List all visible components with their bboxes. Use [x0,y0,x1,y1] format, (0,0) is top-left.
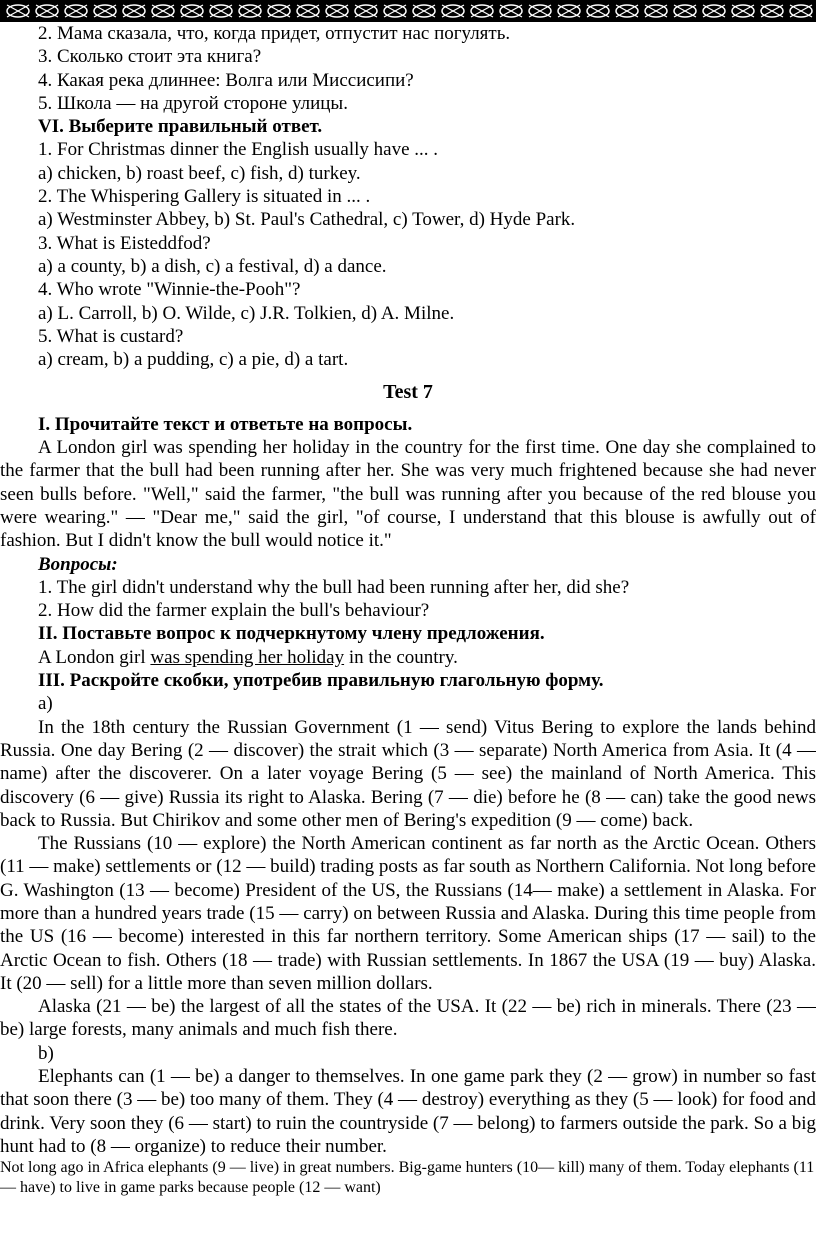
russian-sentences [0,22,816,115]
decorative-border [0,0,816,22]
ru-line: 5. Школа — на другой стороне улицы. [38,92,348,114]
section-heading: I. Прочитайте текст и ответьте на вопросы. [38,413,413,435]
exercise-paragraph: Elephants can (1 — be) a danger to themselves. In one game park they (2 — grow) in number so fast that soon there (3 — be) too many of them. They (4 — destroy) everything as they (5 — look) for food and drink. Very soon they (6 — start) to ruin the countryside (7 — belong) to farmers outside the park. So a big hunt had to (8 — organize) to reduce their number. [0,1066,816,1157]
document-page [0,22,816,1198]
section-6 [0,115,816,371]
subpart-label: b) [38,1042,54,1064]
exercise-paragraph-small: Not long ago in Africa elephants (9 — live) in great numbers. Big-game hunters (10— kill) many of them. Today elephants (11 — have) to live in game parks because people (12 — want) [0,1159,815,1197]
section-heading: III. Раскройте скобки, употребив правильную глагольную форму. [38,670,604,692]
section-heading: II. Поставьте вопрос к подчеркнутому члену предложения. [38,623,545,645]
question-line: 1. The girl didn't understand why the bull had been running after her, did she? [38,576,630,598]
part-1 [0,413,816,623]
answer-options: a) L. Carroll, b) O. Wilde, c) J.R. Tolkien, d) A. Milne. [38,302,455,324]
answer-options: a) chicken, b) roast beef, c) fish, d) turkey. [38,162,361,184]
answer-options: a) a county, b) a dish, c) a festival, d) a dance. [38,255,387,277]
exercise-paragraph: In the 18th century the Russian Government (1 — send) Vitus Bering to explore the lands behind Russia. One day Bering (2 — discover) the strait which (3 — separate) North America from Asia. It (4 — name) after the discoverer. On a later voyage Bering (5 — see) the mainland of North America. This discovery (6 — give) Russia its right to Alaska. Bering (7 — die) before he (8 — can) take the good news back to Russia. But Chirikov and some other men of Bering's expedition (9 — come) back. [0,716,816,831]
question-line: 2. How did the farmer explain the bull's behaviour? [38,600,430,622]
question-line: 3. What is Eisteddfod? [38,232,211,254]
test-title: Test 7 [383,381,433,404]
answer-options: a) Westminster Abbey, b) St. Paul's Cathedral, c) Tower, d) Hyde Park. [38,209,576,231]
question-line: 5. What is custard? [38,325,184,347]
underlined-member: was spending her holiday [150,646,345,668]
question-line: 1. For Christmas dinner the English usually have ... . [38,139,439,161]
subpart-label: a) [38,693,53,715]
sentence-end: in the country. [344,646,458,668]
ru-line: 2. Мама сказала, что, когда придет, отпустит нас погулять. [38,23,511,44]
question-line: 2. The Whispering Gallery is situated in ... . [38,186,371,208]
exercise-paragraph: Alaska (21 — be) the largest of all the states of the USA. It (22 — be) rich in minerals. There (23 — be) large forests, many animals and much fish there. [0,996,816,1041]
sentence-start: A London girl [38,646,151,668]
example-sentence [0,646,816,669]
ru-line: 4. Какая река длиннее: Волга или Миссисипи? [38,69,414,91]
part-2 [0,622,816,669]
questions-label: Вопросы: [38,553,118,575]
ru-line: 3. Сколько стоит эта книга? [38,46,262,68]
reading-text: A London girl was spending her holiday in the country for the first time. One day she complained to the farmer that the bull had been running after her. She was very much frightened because she had never seen bulls before. "Well," said the farmer, "the bull was running after you because of the red blouse you were wearing." — "Dear me," said the girl, "of course, I understand that this blouse is awfully out of fashion. But I didn't know the bull would notice it." [0,437,816,552]
question-line: 4. Who wrote "Winnie-the-Pooh"? [38,279,301,301]
answer-options: a) cream, b) a pudding, c) a pie, d) a tart. [38,349,349,371]
exercise-paragraph: The Russians (10 — explore) the North American continent as far north as the Arctic Ocean. Others (11 — make) settlements or (12 — build) trading posts as far south as Northern California. Not long before G. Washington (13 — become) President of the US, the Russians (14— make) a settlement in Alaska. For more than a hundred years trade (15 — carry) on between Russia and Alaska. During this time people from the US (16 — become) interested in this far northern territory. Some American ships (17 — sail) to the Arctic Ocean to fish. Others (18 — trade) with Russian settlements. In 1867 the USA (19 — buy) Alaska. It (20 — sell) for a little more than seven million dollars. [0,833,816,994]
section-heading: VI. Выберите правильный ответ. [38,116,323,138]
part-3 [0,669,816,1198]
